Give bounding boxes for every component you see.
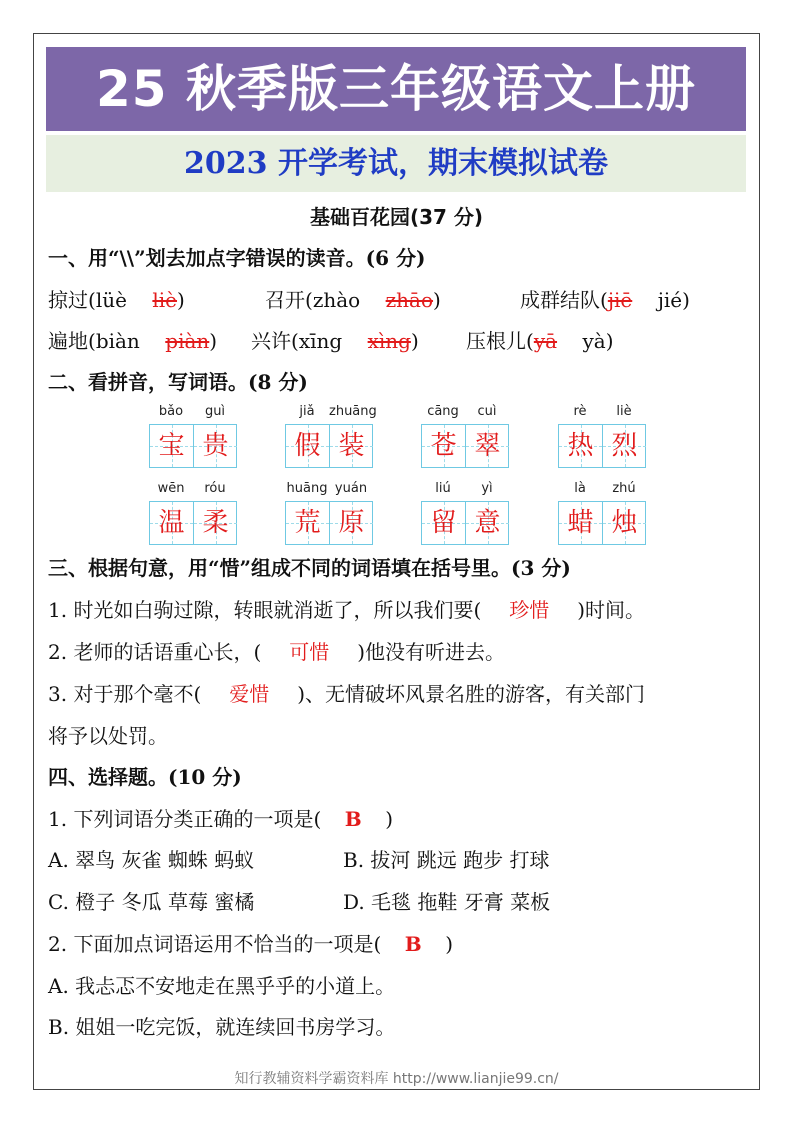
q4-q2-option-b: B. 姐姐一吃完饭，就连续回书房学习。 xyxy=(48,1015,396,1039)
answer-text: 爱惜 xyxy=(229,682,270,706)
q1-item-3: 成群结队(jiē jié) xyxy=(520,288,690,312)
q4-question-1: 1. 下列词语分类正确的一项是( B ) xyxy=(48,807,394,831)
q1-heading: 一、用“\\”划去加点字错误的读音。(6 分) xyxy=(48,246,426,270)
q3-sentence-2: 2. 老师的话语重心长，( 可惜 )他没有听进去。 xyxy=(48,640,506,664)
q4-option-d: D. 毛毯 拖鞋 牙膏 菜板 xyxy=(343,890,551,914)
writing-grid: 温 柔 xyxy=(149,501,237,545)
struck-reading: yā xyxy=(533,329,558,353)
struck-reading: liè xyxy=(152,288,178,312)
q2-heading: 二、看拼音，写词语。(8 分) xyxy=(48,370,308,394)
answer-text: B xyxy=(344,807,362,831)
writing-grid: 留 意 xyxy=(421,501,509,545)
writing-grid: 蜡 烛 xyxy=(558,501,646,545)
q3-sentence-3-cont: 将予以处罚。 xyxy=(48,724,168,748)
q4-option-c: C. 橙子 冬瓜 草莓 蜜橘 xyxy=(48,890,255,914)
answer-text: B xyxy=(404,932,422,956)
q1-item-2: 召开(zhào zhāo) xyxy=(265,288,441,312)
q4-option-a: A. 翠鸟 灰雀 蜘蛛 蚂蚁 xyxy=(48,848,255,872)
writing-grid: 热 烈 xyxy=(558,424,646,468)
q1-item-4: 遍地(biàn piàn) xyxy=(48,329,218,353)
footer-watermark: 知行教辅资料学霸资料库 http://www.lianjie99.cn/ xyxy=(234,1071,559,1087)
q3-sentence-1: 1. 时光如白驹过隙，转眼就消逝了，所以我们要( 珍惜 )时间。 xyxy=(48,598,646,622)
writing-grid: 假 装 xyxy=(285,424,373,468)
q1-item-5: 兴许(xīng xìng) xyxy=(251,329,419,353)
writing-grid: 苍 翠 xyxy=(421,424,509,468)
q1-item-6: 压根儿(yā yà) xyxy=(466,329,614,353)
section-title: 基础百花园(37 分) xyxy=(309,205,484,229)
q4-q2-option-a: A. 我忐忑不安地走在黑乎乎的小道上。 xyxy=(48,974,396,998)
struck-reading: piàn xyxy=(165,329,210,353)
q4-question-2: 2. 下面加点词语运用不恰当的一项是( B ) xyxy=(48,932,454,956)
struck-reading: jiē xyxy=(607,288,633,312)
answer-text: 珍惜 xyxy=(509,598,550,622)
q3-sentence-3: 3. 对于那个毫不( 爱惜 )、无情破坏风景名胜的游客，有关部门 xyxy=(48,682,646,706)
q1-item-1: 掠过(lüè liè) xyxy=(48,288,185,312)
banner-title: 25 秋季版三年级语文上册 xyxy=(46,47,746,131)
sub-title: 2023 开学考试，期末模拟试卷 xyxy=(46,135,746,192)
answer-text: 可惜 xyxy=(289,640,330,664)
struck-reading: xìng xyxy=(367,329,411,353)
writing-grid: 宝 贵 xyxy=(149,424,237,468)
q4-option-b: B. 拔河 跳远 跑步 打球 xyxy=(343,848,550,872)
writing-grid: 荒 原 xyxy=(285,501,373,545)
struck-reading: zhāo xyxy=(385,288,434,312)
q3-heading: 三、根据句意，用“惜”组成不同的词语填在括号里。(3 分) xyxy=(48,556,571,580)
q4-heading: 四、选择题。(10 分) xyxy=(48,765,242,789)
